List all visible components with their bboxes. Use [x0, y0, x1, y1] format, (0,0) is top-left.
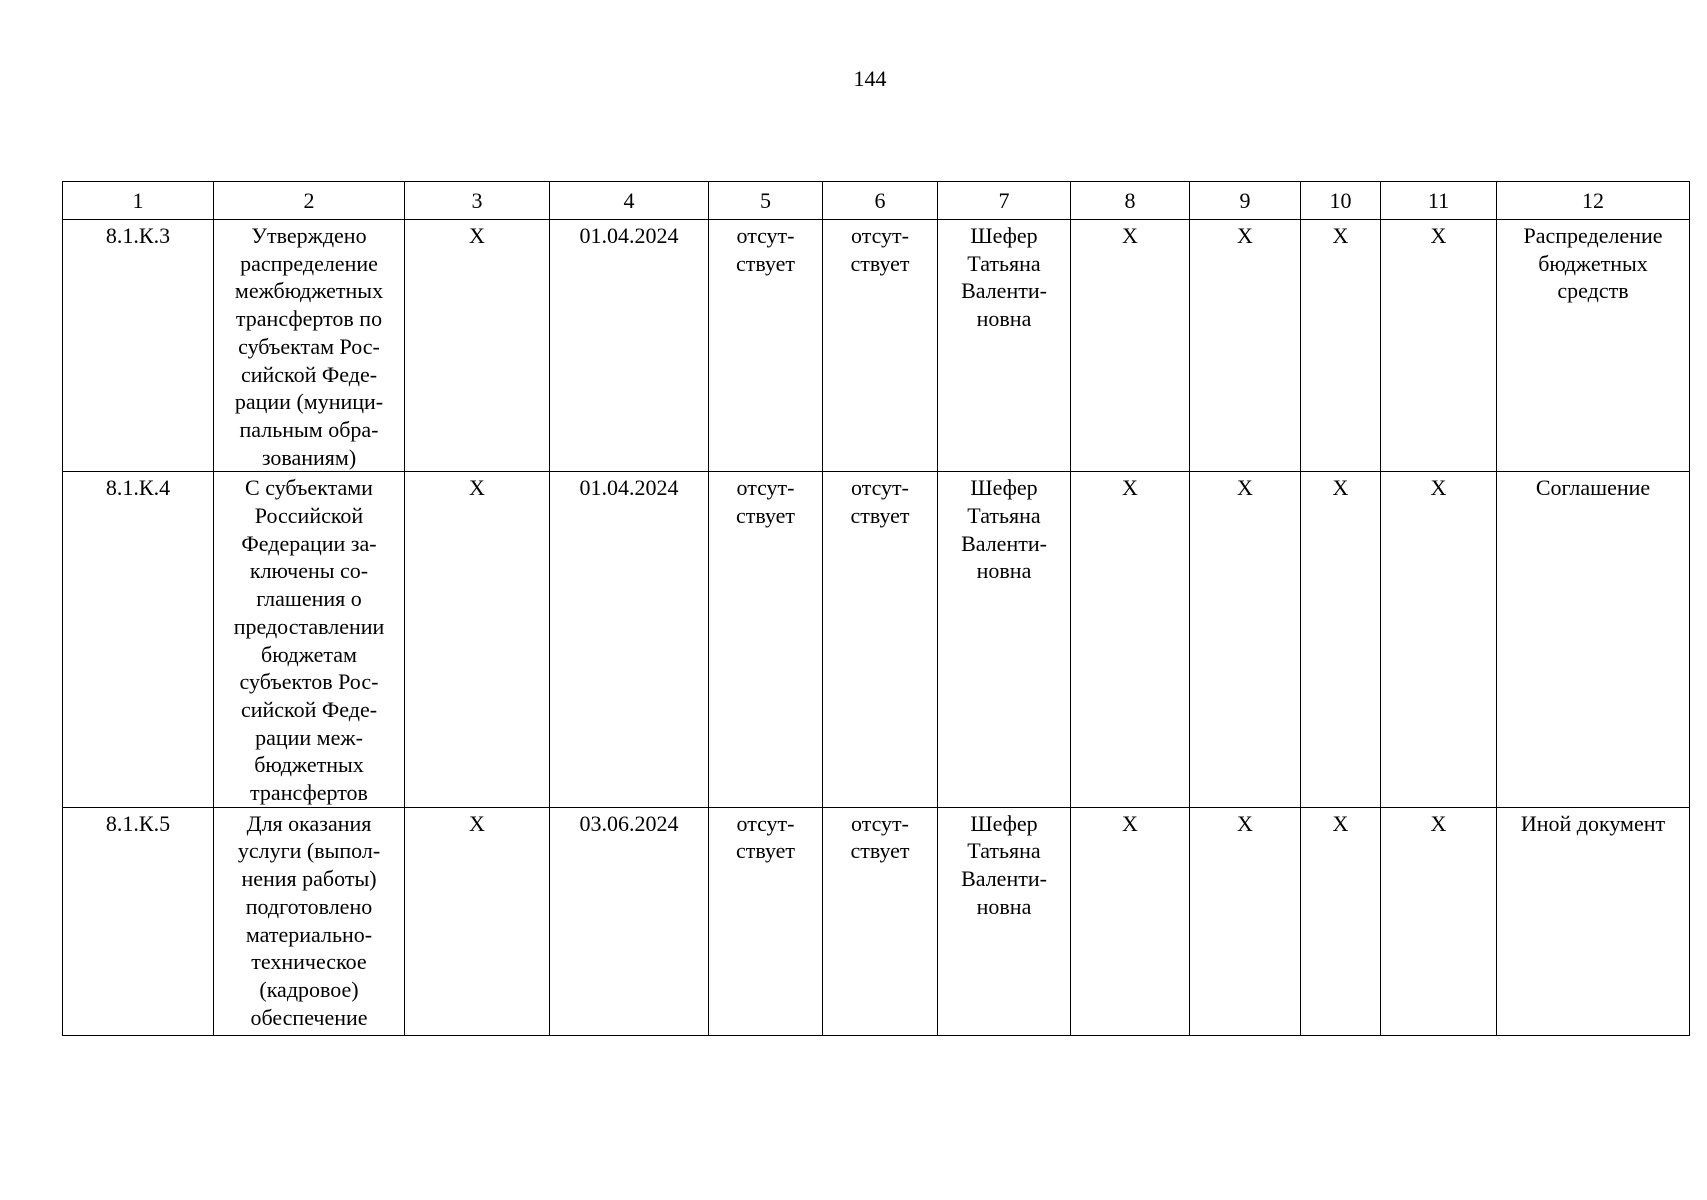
responsible-line: новна	[976, 558, 1032, 584]
description-line: (кадровое)	[259, 976, 359, 1002]
responsible-line: Шефер	[970, 810, 1038, 836]
description-line: сийской Феде-	[240, 361, 378, 387]
column-number: 7	[938, 182, 1071, 220]
absent-line: ствует	[735, 503, 796, 529]
column-number: 11	[1381, 182, 1497, 220]
description-line: материально-	[245, 921, 373, 947]
description-line: субъектов Рос-	[239, 669, 379, 695]
description-line: трансфертов	[250, 780, 368, 806]
responsible-line: Валенти-	[961, 530, 1047, 556]
row-responsible	[938, 472, 1071, 807]
description-line: бюджетных	[254, 752, 364, 778]
row-result	[1497, 807, 1690, 1035]
column-number: 9	[1190, 182, 1301, 220]
description-line: трансфертов по	[235, 306, 383, 332]
page-number: 144	[853, 66, 887, 91]
absent-line: отсут-	[850, 475, 909, 501]
description-line: распределение	[240, 250, 378, 276]
description-line: Утверждено	[251, 223, 367, 248]
column-number: 3	[405, 182, 550, 220]
column-number: 8	[1071, 182, 1190, 220]
responsible-line: Татьяна	[967, 503, 1041, 529]
table-row	[63, 220, 1690, 472]
table-row	[63, 807, 1690, 1035]
description-line: рации (муници-	[234, 389, 384, 415]
column-number: 2	[214, 182, 405, 220]
absent-line: отсут-	[736, 475, 795, 501]
row-description	[214, 220, 405, 472]
absent-line: ствует	[850, 250, 910, 276]
column-number: 1	[63, 182, 214, 220]
absent-line: отсут-	[736, 810, 795, 836]
description-line: Федерации за-	[241, 530, 377, 556]
responsible-line: Шефер	[970, 475, 1038, 501]
description-line: Российской	[254, 503, 364, 529]
description-line: С субъектами	[245, 475, 373, 501]
column-number: 4	[550, 182, 709, 220]
cell-mark: Х	[1190, 472, 1301, 807]
column-number: 10	[1301, 182, 1381, 220]
cell-absent	[823, 807, 938, 1035]
description-line: субъектам Рос-	[238, 333, 380, 359]
description-line: сийской Феде-	[240, 696, 378, 722]
responsible-line: Татьяна	[967, 838, 1041, 864]
description-line: техническое	[251, 949, 367, 975]
cell-mark: Х	[1301, 220, 1381, 472]
row-code: 8.1.К.5	[63, 807, 214, 1035]
description-line: бюджетам	[261, 641, 357, 667]
row-description	[214, 807, 405, 1035]
cell-mark: Х	[1190, 807, 1301, 1035]
cell-absent	[709, 220, 823, 472]
cell-mark: Х	[1071, 220, 1190, 472]
description-line: пальным обра-	[239, 416, 379, 442]
result-line: бюджетных	[1538, 250, 1648, 276]
description-line: подготовлено	[245, 893, 373, 919]
cell-mark: Х	[1301, 472, 1381, 807]
description-line: обеспечение	[250, 1004, 368, 1030]
responsible-line: новна	[976, 306, 1032, 332]
responsible-line: Валенти-	[961, 278, 1047, 304]
column-number: 6	[823, 182, 938, 220]
cell-absent	[709, 472, 823, 807]
result-line: Распределение	[1523, 223, 1663, 248]
responsible-line: Шефер	[970, 223, 1038, 248]
row-date: 01.04.2024	[550, 220, 709, 472]
description-line: предоставлении	[233, 613, 385, 639]
description-line: зованиям)	[261, 444, 357, 470]
column-number: 12	[1497, 182, 1690, 220]
absent-line: ствует	[850, 503, 910, 529]
cell-mark: Х	[1301, 807, 1381, 1035]
responsible-line: Валенти-	[961, 866, 1047, 892]
absent-line: ствует	[850, 838, 910, 864]
description-line: нения работы)	[241, 866, 377, 892]
description-line: глашения о	[256, 586, 362, 612]
absent-line: ствует	[735, 250, 796, 276]
result-line: Иной документ	[1520, 810, 1666, 836]
description-line: ключены со-	[249, 558, 369, 584]
cell-absent	[823, 472, 938, 807]
row-responsible	[938, 807, 1071, 1035]
absent-line: отсут-	[736, 223, 795, 248]
column-number-row	[63, 182, 1690, 220]
absent-line: отсут-	[850, 223, 909, 248]
responsible-line: Татьяна	[967, 250, 1041, 276]
column-number: 5	[709, 182, 823, 220]
description-line: услуги (выпол-	[237, 838, 381, 864]
cell-mark: Х	[1190, 220, 1301, 472]
result-line: Соглашение	[1535, 475, 1651, 501]
data-table	[62, 181, 1690, 1036]
absent-line: ствует	[735, 838, 796, 864]
cell-mark: Х	[1071, 472, 1190, 807]
row-responsible	[938, 220, 1071, 472]
row-date: 03.06.2024	[550, 807, 709, 1035]
row-description	[214, 472, 405, 807]
cell-absent	[709, 807, 823, 1035]
description-line: Для оказания	[246, 810, 372, 836]
row-code: 8.1.К.3	[63, 220, 214, 472]
cell-mark: Х	[405, 220, 550, 472]
cell-mark: Х	[1381, 807, 1497, 1035]
result-line: средств	[1557, 278, 1629, 304]
cell-mark: Х	[1381, 472, 1497, 807]
cell-mark: Х	[405, 807, 550, 1035]
responsible-line: новна	[976, 893, 1032, 919]
row-result	[1497, 220, 1690, 472]
table-row	[63, 472, 1690, 807]
absent-line: отсут-	[850, 810, 909, 836]
cell-mark: Х	[1381, 220, 1497, 472]
row-date: 01.04.2024	[550, 472, 709, 807]
cell-mark: Х	[405, 472, 550, 807]
row-result	[1497, 472, 1690, 807]
description-line: рации меж-	[255, 724, 363, 750]
description-line: межбюджетных	[234, 278, 384, 304]
cell-absent	[823, 220, 938, 472]
row-code: 8.1.К.4	[63, 472, 214, 807]
cell-mark: Х	[1071, 807, 1190, 1035]
